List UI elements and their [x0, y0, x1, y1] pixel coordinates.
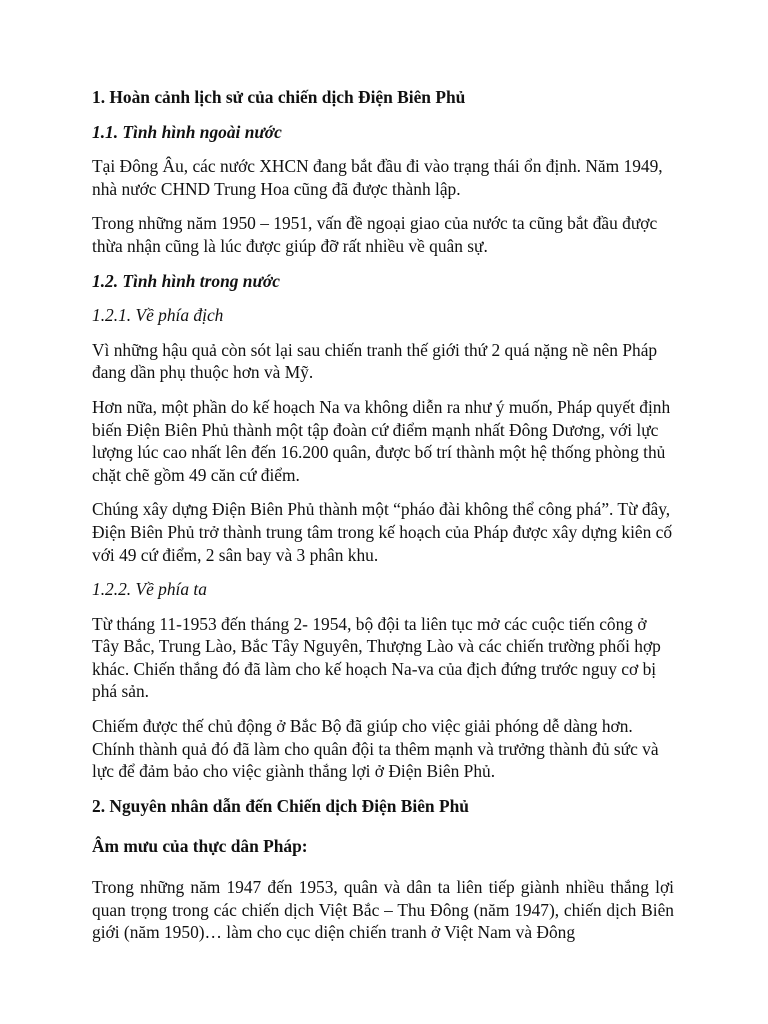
heading-1-2-1: 1.2.1. Về phía địch: [92, 305, 224, 326]
paragraph-4: Hơn nữa, một phần do kế hoạch Na va không diễn ra như ý muốn, Pháp quyết định biến Điện Biên Phủ thành một tập đoàn cứ điểm mạnh nhất Đông Dương, với lực lượng lúc cao nhất lên đến 16.200 quân, được bố trí thành một hệ thống phòng thủ chặt chẽ gồm 49 căn cứ điểm.: [92, 396, 671, 485]
paragraph-6: Từ tháng 11-1953 đến tháng 2- 1954, bộ đội ta liên tục mở các cuộc tiến công ở Tây Bắc, Trung Lào, Bắc Tây Nguyên, Thượng Lào và các chiến trường phối hợp khác. Chiến thắng đó đã làm cho kế hoạch Na-va của địch đứng trước nguy cơ bị phá sản.: [92, 613, 661, 702]
paragraph-5: Chúng xây dựng Điện Biên Phủ thành một “pháo đài không thể công phá”. Từ đây, Điện Biên Phủ trở thành trung tâm trong kế hoạch của Pháp được xây dựng kiên cố với 49 cứ điểm, 2 sân bay và 3 phân khu.: [92, 499, 673, 565]
paragraph-7: Chiếm được thế chủ động ở Bắc Bộ đã giúp cho việc giải phóng dễ dàng hơn. Chính thành quả đó đã làm cho quân đội ta thêm mạnh và trưởng thành đủ sức và lực để đảm bảo cho việc giành thắng lợi ở Điện Biên Phủ.: [92, 716, 659, 782]
paragraph-2: Trong những năm 1950 – 1951, vấn đề ngoại giao của nước ta cũng bắt đầu được thừa nhận cũng là lúc được giúp đỡ rất nhiều về quân sự.: [92, 213, 658, 256]
paragraph-3: Vì những hậu quả còn sót lại sau chiến tranh thế giới thứ 2 quá nặng nề nên Pháp đang dần phụ thuộc hơn và Mỹ.: [92, 339, 658, 383]
heading-1-2-2: 1.2.2. Về phía ta: [92, 579, 207, 600]
heading-section-2: 2. Nguyên nhân dẫn đến Chiến dịch Điện Biên Phủ: [92, 795, 469, 816]
paragraph-8: Trong những năm 1947 đến 1953, quân và dân ta liên tiếp giành nhiều thắng lợi quan trọng trong các chiến dịch Việt Bắc – Thu Đông (năm 1947), chiến dịch Biên giới (năm 1950)… làm cho cục diện chiến tranh ở Việt Nam và Đông: [92, 877, 674, 943]
paragraph-1: Tại Đông Âu, các nước XHCN đang bắt đầu đi vào trạng thái ổn định. Năm 1949, nhà nước CHND Trung Hoa cũng đã được thành lập.: [92, 156, 663, 199]
document-page: [92, 86, 674, 956]
heading-section-1: 1. Hoàn cảnh lịch sử của chiến dịch Điện Biên Phủ: [92, 87, 466, 107]
heading-1-2: 1.2. Tình hình trong nước: [92, 270, 280, 291]
heading-1-1: 1.1. Tình hình ngoài nước: [92, 121, 282, 142]
heading-am-muu: Âm mưu của thực dân Pháp:: [92, 836, 308, 857]
